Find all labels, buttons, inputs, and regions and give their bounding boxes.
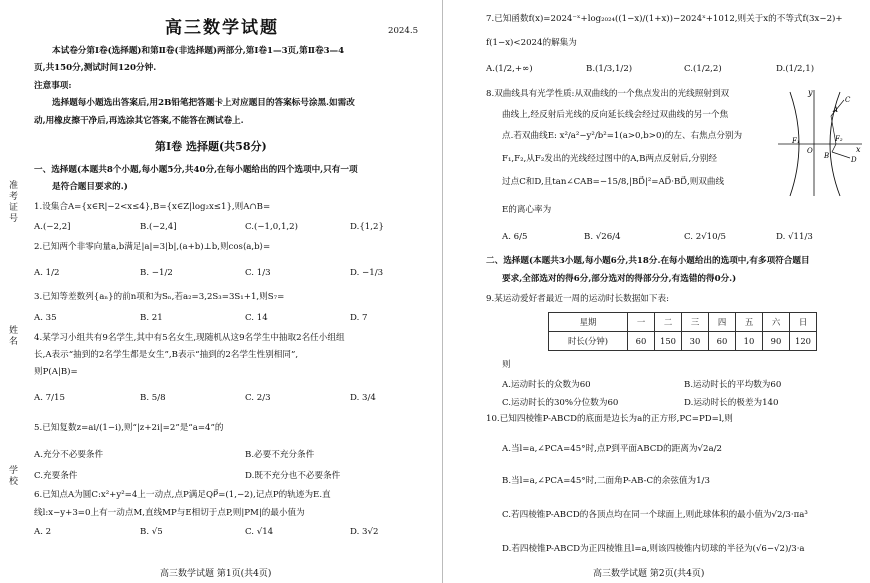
q5-option-c: C.充要条件 xyxy=(34,471,78,481)
table-cell: 60 xyxy=(628,332,655,351)
page-1 xyxy=(0,0,420,583)
q3-option-b: B. 21 xyxy=(140,313,163,323)
q3-option-a: A. 35 xyxy=(34,313,57,323)
label-F1: F₁ xyxy=(792,137,800,145)
q6-option-a: A. 2 xyxy=(34,527,52,537)
part2-line-1: 二、选择题(本题共3小题,每小题6分,共18分.在每小题给出的选项中,有多项符合题目 xyxy=(486,256,810,266)
label-C: C xyxy=(845,96,851,104)
notice-title: 注意事项: xyxy=(34,81,72,91)
q9-stem: 9.某运动爱好者最近一周的运动时长数据如下表: xyxy=(486,294,669,304)
q3-stem: 3.已知等差数列{aₙ}的前n项和为Sₙ,若a₂=3,2S₃=3S₁+1,则S₇= xyxy=(34,292,285,302)
table-cell: 时长(分钟) xyxy=(549,332,628,351)
q2-option-c: C. 1/3 xyxy=(245,268,271,278)
table-cell: 60 xyxy=(709,332,736,351)
side-label-name: 姓名 xyxy=(7,325,17,347)
table-header-cell: 三 xyxy=(682,313,709,332)
exam-date: 2024.5 xyxy=(388,26,419,36)
q10-option-c: C.若四棱锥P-ABCD的各顶点均在同一个球面上,则此球体积的最小值为√2/3·πa³ xyxy=(502,510,808,520)
q4-option-c: C. 2/3 xyxy=(245,393,271,403)
table-header-cell: 五 xyxy=(736,313,763,332)
label-D: D xyxy=(851,156,857,164)
table-header-cell: 六 xyxy=(763,313,790,332)
section-title: 第Ⅰ卷 选择题(共58分) xyxy=(155,140,267,153)
q8-option-d: D. √11/3 xyxy=(776,232,813,242)
table-row xyxy=(549,332,817,351)
q8-line-5: 过点C和D,且tan∠CAB=−15/8,|BD⃗|²=AD⃗·BD⃗,则双曲线 xyxy=(502,177,725,187)
q6-option-b: B. √5 xyxy=(140,527,163,537)
q6-option-d: D. 3√2 xyxy=(350,527,379,537)
label-y: y xyxy=(808,88,813,97)
table-cell: 150 xyxy=(655,332,682,351)
q3-option-c: C. 14 xyxy=(245,313,268,323)
q4-line-3: 则P(A|B)= xyxy=(34,367,78,377)
ray-to-B xyxy=(832,144,836,152)
q2-option-b: B. −1/2 xyxy=(140,268,173,278)
q4-line-2: 长,A表示“抽到的2名学生都是女生”,B表示“抽到的2名学生性别相同”, xyxy=(34,350,299,360)
q10-option-a: A.当l=a,∠PCA=45°时,点P到平面ABCD的距离为√2a/2 xyxy=(502,444,722,454)
label-A: A xyxy=(833,106,839,114)
q5-option-d: D.既不充分也不必要条件 xyxy=(245,471,341,481)
part2-line-2: 要求,全部选对的得6分,部分选对的得部分分,有选错的得0分.) xyxy=(502,274,737,284)
q8-option-a: A. 6/5 xyxy=(502,232,528,242)
q6-line-2: 线l:x−y+3=0上有一动点M,直线MP与E相切于点P,则|PM|的最小值为 xyxy=(34,508,305,518)
notice-line-2: 动,用橡皮擦干净后,再选涂其它答案,不能答在测试卷上. xyxy=(34,116,244,126)
q10-stem: 10.已知四棱锥P-ABCD的底面是边长为a的正方形,PC=PD=l,则 xyxy=(486,414,733,424)
table-header-cell: 四 xyxy=(709,313,736,332)
q4-line-1: 4.某学习小组共有9名学生,其中有5名女生,现随机从这9名学生中抽取2名任小组组 xyxy=(34,333,345,343)
hyperbola-figure xyxy=(778,86,864,198)
q2-option-a: A. 1/2 xyxy=(34,268,60,278)
notice-line-1: 选择题每小题选出答案后,用2B铅笔把答题卡上对应题目的答案标号涂黑.如需改 xyxy=(52,98,355,108)
label-B: B xyxy=(824,152,830,160)
q5-option-a: A.充分不必要条件 xyxy=(34,450,104,460)
q10-option-b: B.当l=a,∠PCA=45°时,二面角P-AB-C的余弦值为1/3 xyxy=(502,476,710,486)
page-2 xyxy=(448,0,866,583)
q7-option-b: B.(1/3,1/2) xyxy=(586,64,633,74)
q7-option-d: D.(1/2,1) xyxy=(776,64,815,74)
q9-option-c: C.运动时长的30%分位数为60 xyxy=(502,398,619,408)
q4-option-a: A. 7/15 xyxy=(34,393,65,403)
table-header-cell: 一 xyxy=(628,313,655,332)
q8-line-1: 8.双曲线具有光学性质:从双曲线的一个焦点发出的光线照射到双 xyxy=(486,89,730,99)
q7-line-1: 7.已知函数f(x)=2024⁻ˣ+log₂₀₂₄((1−x)/(1+x))−2024ˣ+1012,则关于x的不等式f(3x−2)+ xyxy=(486,14,843,24)
label-x: x xyxy=(856,145,861,154)
table-header-cell: 二 xyxy=(655,313,682,332)
q8-line-6: E的离心率为 xyxy=(502,205,552,215)
page-divider xyxy=(442,0,443,583)
q5-option-b: B.必要不充分条件 xyxy=(245,450,315,460)
table-header-row xyxy=(549,313,817,332)
q7-option-a: A.(1/2,+∞) xyxy=(486,64,533,74)
page-title: 高三数学试题 xyxy=(165,18,279,38)
q8-line-3: 点.若双曲线E: x²/a²−y²/b²=1(a>0,b>0)的左、右焦点分别为 xyxy=(502,131,743,141)
q2-option-d: D. −1/3 xyxy=(350,268,384,278)
q9-option-d: D.运动时长的极差为140 xyxy=(684,398,779,408)
q6-option-c: C. √14 xyxy=(245,527,274,537)
q9-option-a: A.运动时长的众数为60 xyxy=(502,380,591,390)
q5-stem: 5.已知复数z=ai/(1−i),则“|z+2i|=2”是“a=4”的 xyxy=(34,423,224,433)
side-label-school: 学校 xyxy=(7,465,17,487)
label-F2: F₂ xyxy=(835,135,843,143)
q8-option-b: B. √26/4 xyxy=(584,232,621,242)
table-cell: 30 xyxy=(682,332,709,351)
q1-option-d: D.{1,2} xyxy=(350,222,384,232)
side-label-exam-id: 准考证号 xyxy=(7,180,17,224)
q1-option-b: B.(−2,4] xyxy=(140,222,177,232)
page-1-footer: 高三数学试题 第1页(共4页) xyxy=(160,569,272,579)
table-cell: 120 xyxy=(790,332,817,351)
q9-then: 则 xyxy=(502,360,511,370)
table-header-cell: 星期 xyxy=(549,313,628,332)
q8-option-c: C. 2√10/5 xyxy=(684,232,726,242)
page-2-footer: 高三数学试题 第2页(共4页) xyxy=(593,569,705,579)
part1-line-2: 是符合题目要求的.) xyxy=(52,182,128,192)
q10-option-d: D.若四棱锥P-ABCD为正四棱锥且l=a,则该四棱锥内切球的半径为(√6−√2)/3·a xyxy=(502,544,805,554)
q1-stem: 1.设集合A={x∈R|−2<x≤4},B={x∈Z|log₂x≤1},则A∩B= xyxy=(34,202,271,212)
q8-line-2: 曲线上,经反射后光线的反向延长线会经过双曲线的另一个焦 xyxy=(502,110,729,120)
label-O: O xyxy=(807,147,813,155)
q9-option-b: B.运动时长的平均数为60 xyxy=(684,380,782,390)
q1-option-a: A.(−2,2] xyxy=(34,222,71,232)
q4-option-b: B. 5/8 xyxy=(140,393,166,403)
ray-B-to-D xyxy=(832,152,850,158)
table-cell: 10 xyxy=(736,332,763,351)
q1-option-c: C.(−1,0,1,2) xyxy=(245,222,298,232)
intro-line-2: 页,共150分,测试时间120分钟. xyxy=(34,63,157,73)
q6-line-1: 6.已知点A为圆C:x²+y²=4上一动点,点P满足QP⃗=(1,−2),记点P的轨迹为E.直 xyxy=(34,490,331,500)
q4-option-d: D. 3/4 xyxy=(350,393,376,403)
q8-line-4: F₁,F₂,从F₂发出的光线经过图中的A,B两点反射后,分别经 xyxy=(502,154,717,164)
intro-line-1: 本试卷分第Ⅰ卷(选择题)和第Ⅱ卷(非选择题)两部分,第Ⅰ卷1—3页,第Ⅱ卷3—4 xyxy=(52,46,345,56)
table-cell: 90 xyxy=(763,332,790,351)
q7-option-c: C.(1/2,2) xyxy=(684,64,722,74)
q2-stem: 2.已知两个非零向量a,b满足|a|=3|b|,(a+b)⊥b,则cos⟨a,b⟩= xyxy=(34,242,271,252)
q3-option-d: D. 7 xyxy=(350,313,368,323)
exercise-table xyxy=(548,312,817,351)
q7-line-2: f(1−x)<2024的解集为 xyxy=(486,38,577,48)
part1-line-1: 一、选择题(本题共8个小题,每小题5分,共40分,在每小题给出的四个选项中,只有一项 xyxy=(34,165,358,175)
table-header-cell: 日 xyxy=(790,313,817,332)
